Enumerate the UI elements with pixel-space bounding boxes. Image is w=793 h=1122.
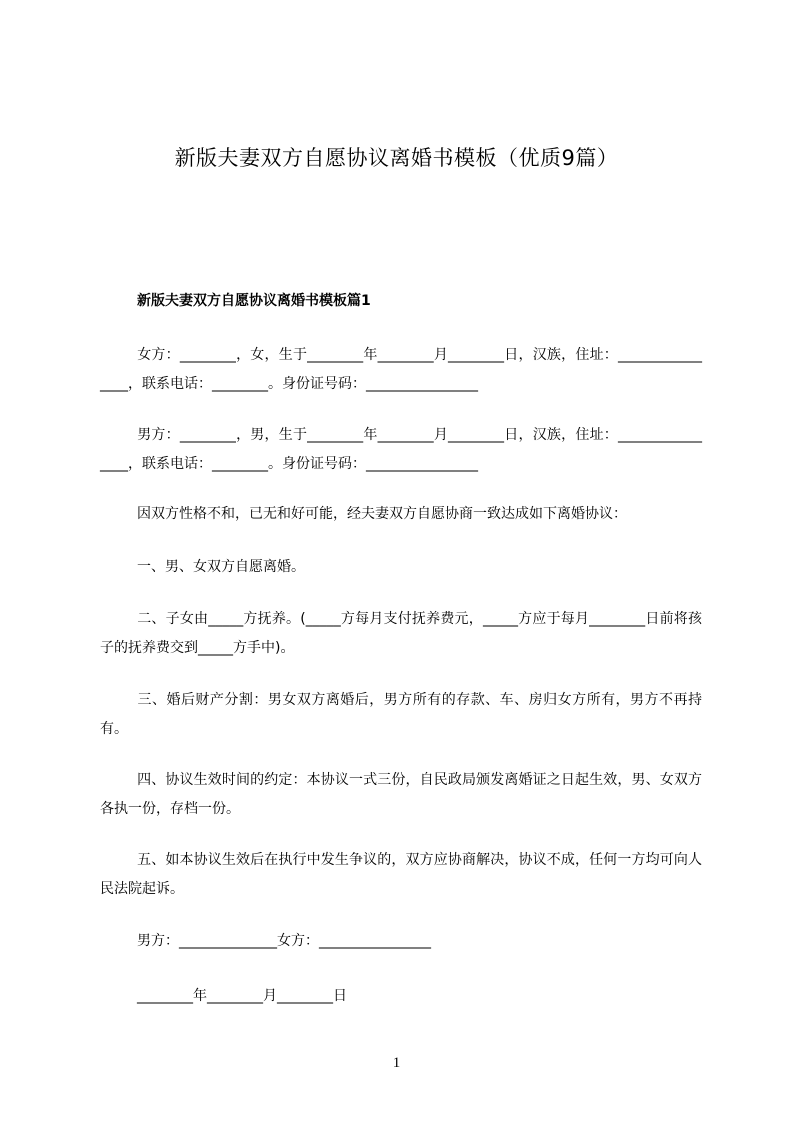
clause-2 — [100, 605, 702, 663]
clause-1 — [100, 553, 702, 582]
paragraph-text: 男方：________，男，生于________年________月________日，汉族，住址：________________，联系电话：________。身份证号码：________________ — [100, 427, 702, 472]
paragraph-text: 三、婚后财产分割：男女双方离婚后，男方所有的存款、车、房归女方所有，男方不再持有。 — [100, 692, 702, 737]
paragraph-text: 一、男、女双方自愿离婚。 — [137, 559, 305, 575]
paragraph-female-party — [100, 341, 702, 399]
paragraph-text: 因双方性格不和，已无和好可能，经夫妻双方自愿协商一致达成如下离婚协议： — [137, 506, 627, 522]
paragraph-text: 四、协议生效时间的约定：本协议一式三份，自民政局颁发离婚证之日起生效，男、女双方各执一份，存档一份。 — [100, 772, 702, 817]
date-line: ________年________月________日 — [137, 988, 347, 1004]
paragraph-male-party — [100, 421, 702, 479]
signature-line: 男方：______________女方：________________ — [137, 933, 431, 949]
clause-5 — [100, 846, 702, 904]
paragraph-text: 女方：________，女，生于________年________月________日，汉族，住址：________________，联系电话：________。身份证号码：________________ — [100, 347, 702, 392]
paragraph-text: 五、如本协议生效后在执行中发生争议的，双方应协商解决，协议不成，任何一方均可向人民法院起诉。 — [100, 852, 702, 897]
paragraph-intro — [100, 500, 702, 529]
page-number: 1 — [392, 1055, 401, 1071]
section-heading: 新版夫妻双方自愿协议离婚书模板篇1 — [137, 293, 371, 309]
clause-4 — [100, 766, 702, 824]
document-title: 新版夫妻双方自愿协议离婚书模板（优质9篇） — [174, 146, 619, 170]
clause-3 — [100, 686, 702, 744]
paragraph-text: 二、子女由_____方抚养。(_____方每月支付抚养费元，_____方应于每月________日前将孩子的抚养费交到_____方手中)。 — [100, 611, 702, 656]
